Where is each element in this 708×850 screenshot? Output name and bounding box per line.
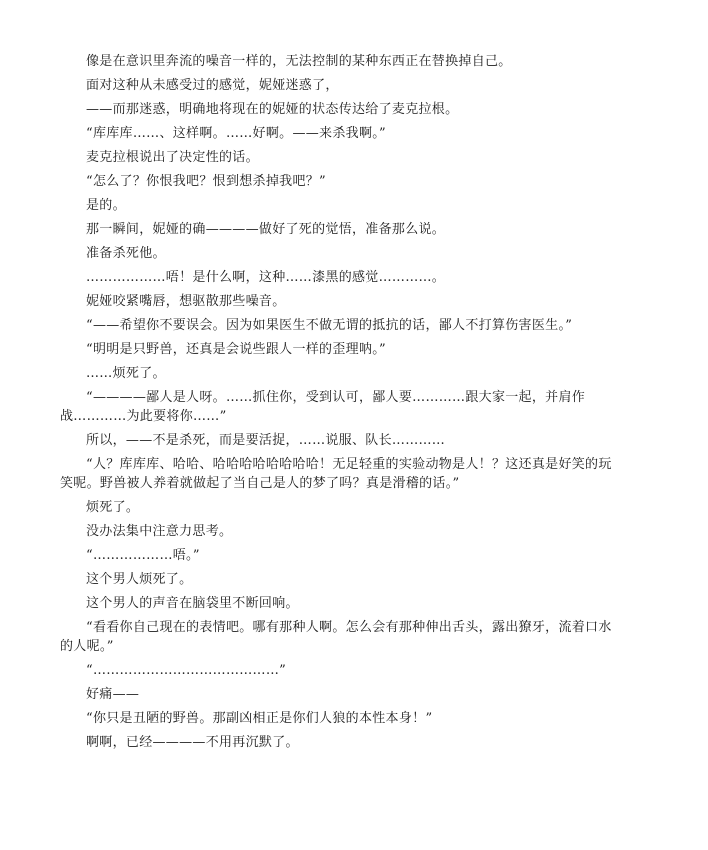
paragraph: 是的。 (86, 198, 126, 213)
paragraph: “——希望你不要误会。因为如果医生不做无谓的抵抗的话，鄙人不打算伤害医生。” (86, 318, 573, 333)
document-body (60, 52, 620, 757)
paragraph: 好痛—— (86, 687, 140, 702)
paragraph: 面对这种从未感受过的感觉，妮娅迷惑了， (86, 78, 339, 93)
paragraph: “你只是丑陋的野兽。那副凶相正是你们人狼的本性本身！” (86, 711, 433, 726)
paragraph: 准备杀死他。 (86, 246, 166, 261)
paragraph: 妮娅咬紧嘴唇，想驱散那些噪音。 (86, 294, 286, 309)
paragraph: 像是在意识里奔流的噪音一样的，无法控制的某种东西正在替换掉自己。 (86, 54, 512, 69)
paragraph: “库库库……、这样啊。……好啊。——来杀我啊。” (86, 126, 386, 141)
paragraph: “……………………………………” (86, 663, 287, 678)
paragraph: 这个男人的声音在脑袋里不断回响。 (86, 596, 299, 611)
paragraph: 那一瞬间，妮娅的确————做好了死的觉悟，准备那么说。 (86, 222, 446, 237)
paragraph: “怎么了？你恨我吧？恨到想杀掉我吧？” (86, 174, 326, 189)
paragraph: 麦克拉根说出了决定性的话。 (86, 150, 259, 165)
paragraph: 烦死了。 (86, 500, 140, 515)
paragraph: “看看你自己现在的表情吧。哪有那种人啊。怎么会有那种伸出舌头，露出獠牙，流着口水的人呢。” (60, 620, 612, 654)
paragraph: “………………唔。” (86, 548, 200, 563)
paragraph: “明明是只野兽，还真是会说些跟人一样的歪理呐。” (86, 342, 386, 357)
paragraph: 所以，——不是杀死，而是要活捉，……说服、队长………… (86, 433, 446, 448)
paragraph: 这个男人烦死了。 (86, 572, 193, 587)
paragraph: ……烦死了。 (86, 366, 166, 381)
paragraph: “————鄙人是人呀。……抓住你，受到认可，鄙人要…………跟大家一起，并肩作战…………为此要将你……” (60, 390, 586, 424)
paragraph: ………………唔！是什么啊，这种……漆黑的感觉…………。 (86, 270, 446, 285)
paragraph: “人？库库库、哈哈、哈哈哈哈哈哈哈哈！无足轻重的实验动物是人！？这还真是好笑的玩笑呢。野兽被人养着就做起了当自己是人的梦了吗？真是滑稽的话。” (60, 457, 612, 491)
paragraph: 啊啊，已经————不用再沉默了。 (86, 735, 299, 750)
paragraph: 没办法集中注意力思考。 (86, 524, 233, 539)
paragraph: ——而那迷惑，明确地将现在的妮娅的状态传达给了麦克拉根。 (86, 102, 459, 117)
